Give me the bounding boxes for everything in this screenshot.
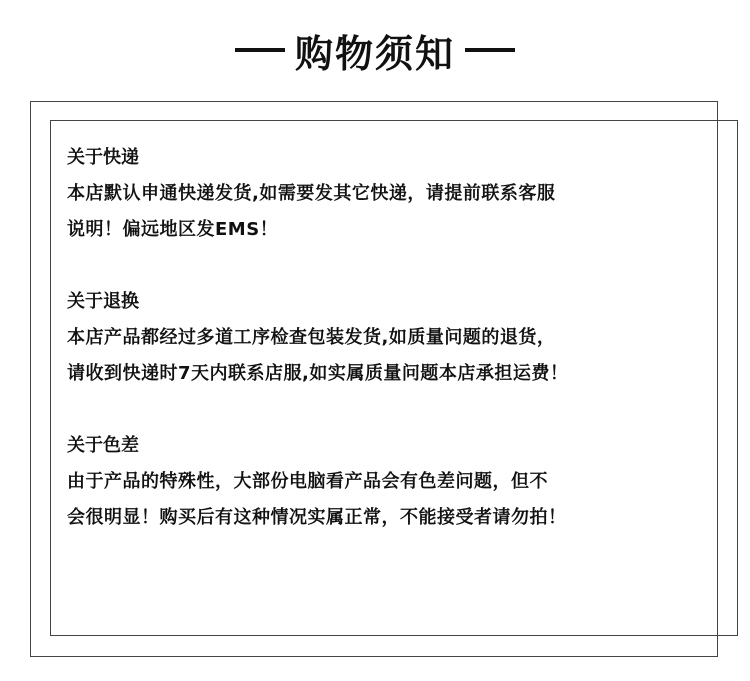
section-line: 本店默认申通快递发货,如需要发其它快递，请提前联系客服 <box>67 183 556 204</box>
section-line: 本店产品都经过多道工序检查包装发货,如质量问题的退货， <box>67 327 556 348</box>
page-title: 购物须知 <box>294 31 455 76</box>
title-right-dash <box>465 48 515 52</box>
section-heading: 关于退换 <box>67 291 139 312</box>
title-left-dash <box>235 48 285 52</box>
notice-content <box>67 140 707 572</box>
section-line: 说明！偏远地区发EMS！ <box>67 219 279 240</box>
section-returns <box>67 284 707 392</box>
section-color-difference <box>67 428 707 536</box>
section-line: 由于产品的特殊性，大部份电脑看产品会有色差问题，但不 <box>67 471 548 492</box>
section-heading: 关于色差 <box>67 435 139 456</box>
section-line: 请收到快递时7天内联系店服,如实属质量问题本店承担运费！ <box>67 363 569 384</box>
section-shipping <box>67 140 707 248</box>
section-line: 会很明显！购买后有这种情况实属正常，不能接受者请勿拍！ <box>67 507 567 528</box>
section-heading: 关于快递 <box>67 147 139 168</box>
page-title-bar <box>0 22 750 78</box>
